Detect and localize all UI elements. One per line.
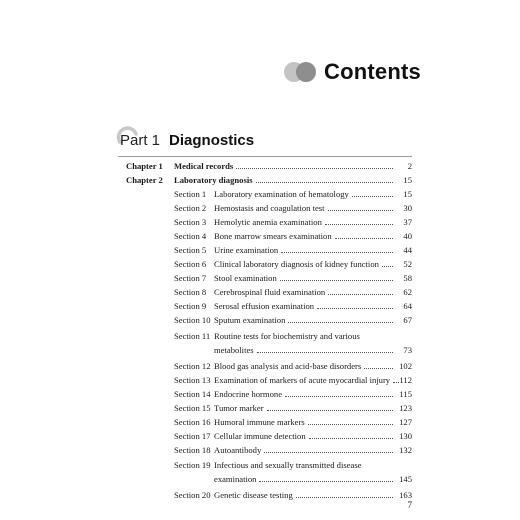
dot-leader xyxy=(285,396,393,397)
part-name: Diagnostics xyxy=(169,131,255,149)
section-label: Section 5 xyxy=(174,245,207,255)
section-title: Clinical laboratory diagnosis of kidney function xyxy=(214,259,379,269)
toc-section-row[interactable] xyxy=(0,285,520,299)
section-label: Section 20 xyxy=(174,490,211,500)
toc-section-row[interactable] xyxy=(0,257,520,271)
page-ref: 123 xyxy=(399,403,412,413)
section-label: Section 16 xyxy=(174,417,211,427)
section-title: Examination of markers of acute myocardial injury xyxy=(214,375,391,385)
dot-leader xyxy=(280,280,393,281)
toc-section-row[interactable] xyxy=(0,271,520,285)
section-label: Section 17 xyxy=(174,431,211,441)
section-label: Section 19 xyxy=(174,460,211,470)
toc-entry xyxy=(214,215,412,229)
dot-leader xyxy=(256,182,393,183)
section-label: Section 3 xyxy=(174,217,207,227)
dot-leader xyxy=(393,382,399,383)
dot-leader xyxy=(236,168,393,169)
section-label: Section 6 xyxy=(174,259,207,269)
section-label: Section 1 xyxy=(174,189,207,199)
section-label: Section 13 xyxy=(174,375,211,385)
toc-section-row[interactable] xyxy=(0,313,520,327)
page-ref: 15 xyxy=(403,175,412,185)
dot-leader xyxy=(317,308,393,309)
section-title-continued: metabolites xyxy=(214,345,254,355)
page-ref: 102 xyxy=(399,361,412,371)
dot-leader xyxy=(296,497,393,498)
toc-entry xyxy=(214,429,412,443)
page-ref: 145 xyxy=(399,474,412,484)
dot-leader xyxy=(328,210,393,211)
chapter-label: Chapter 2 xyxy=(126,175,163,185)
toc-section-row[interactable] xyxy=(0,215,520,229)
page-ref: 30 xyxy=(403,203,412,213)
page-ref: 52 xyxy=(403,259,412,269)
toc-entry xyxy=(214,472,412,486)
part-header xyxy=(118,127,254,153)
toc-section-row[interactable] xyxy=(0,458,520,472)
toc-section-row[interactable] xyxy=(0,387,520,401)
double-circle-icon xyxy=(284,60,320,84)
chapter-title: Medical records xyxy=(174,161,234,171)
chapter-title: Laboratory diagnosis xyxy=(174,175,253,185)
page-ref: 37 xyxy=(403,217,412,227)
toc-entry xyxy=(214,187,412,201)
dot-leader xyxy=(364,368,393,369)
toc-section-row[interactable] xyxy=(0,401,520,415)
section-title: Bone marrow smears examination xyxy=(214,231,332,241)
page-ref: 112 xyxy=(399,375,412,385)
section-label: Section 2 xyxy=(174,203,207,213)
section-label: Section 11 xyxy=(174,331,211,341)
dot-leader xyxy=(352,196,393,197)
section-title: Hemostasis and coagulation test xyxy=(214,203,325,213)
section-title: Cellular immune detection xyxy=(214,431,306,441)
page-ref: 2 xyxy=(407,161,412,171)
toc-entry xyxy=(214,387,412,401)
toc-section-row[interactable] xyxy=(0,373,520,387)
dot-leader xyxy=(308,424,393,425)
dot-leader xyxy=(328,294,393,295)
toc-section-row[interactable] xyxy=(0,443,520,457)
section-title: Stool examination xyxy=(214,273,277,283)
toc-entry xyxy=(214,373,412,387)
toc-entry xyxy=(214,299,412,313)
section-label: Section 4 xyxy=(174,231,207,241)
section-title-continued: examination xyxy=(214,474,257,484)
toc-entry xyxy=(214,313,412,327)
section-title: Tumor marker xyxy=(214,403,264,413)
dot-leader xyxy=(309,438,393,439)
section-title: Blood gas analysis and acid-base disorders xyxy=(214,361,362,371)
section-label: Section 8 xyxy=(174,287,207,297)
toc-entry xyxy=(214,329,412,343)
toc-entry xyxy=(214,415,412,429)
dot-leader xyxy=(382,266,393,267)
dot-leader xyxy=(257,352,393,353)
toc-entry xyxy=(174,173,412,187)
section-title: Infectious and sexually transmitted disease xyxy=(214,460,362,470)
toc-entry xyxy=(174,159,412,173)
section-label: Section 7 xyxy=(174,273,207,283)
section-title: Humoral immune markers xyxy=(214,417,305,427)
toc-section-row[interactable] xyxy=(0,415,520,429)
section-title: Urine examination xyxy=(214,245,279,255)
toc-section-row[interactable] xyxy=(0,299,520,313)
toc-entry xyxy=(214,401,412,415)
toc-section-row[interactable] xyxy=(0,359,520,373)
divider xyxy=(118,156,412,157)
toc-entry xyxy=(214,443,412,457)
toc-section-row[interactable] xyxy=(0,243,520,257)
toc-entry xyxy=(214,243,412,257)
toc-section-row-continued[interactable] xyxy=(0,343,520,357)
toc-section-row[interactable] xyxy=(0,329,520,343)
chapter-label: Chapter 1 xyxy=(126,161,163,171)
toc-section-row-continued[interactable] xyxy=(0,472,520,486)
page-ref: 67 xyxy=(403,315,412,325)
dot-leader xyxy=(259,481,393,482)
section-title: Routine tests for biochemistry and various xyxy=(214,331,360,341)
section-label: Section 14 xyxy=(174,389,211,399)
dot-leader xyxy=(267,410,393,411)
section-label: Section 10 xyxy=(174,315,211,325)
page-ref: 64 xyxy=(403,301,412,311)
section-title: Hemolytic anemia examination xyxy=(214,217,322,227)
page-ref: 15 xyxy=(403,189,412,199)
section-title: Cerebrospinal fluid examination xyxy=(214,287,326,297)
toc-entry xyxy=(214,488,412,502)
page-ref: 115 xyxy=(399,389,412,399)
dot-leader xyxy=(335,238,393,239)
toc-entry xyxy=(214,201,412,215)
page-ref: 132 xyxy=(399,445,412,455)
part-label: Part 1 xyxy=(120,131,161,149)
dark-circle-icon xyxy=(296,62,316,82)
section-title: Laboratory examination of hematology xyxy=(214,189,349,199)
toc-entry xyxy=(214,458,412,472)
page-ref: 130 xyxy=(399,431,412,441)
toc-section-row[interactable] xyxy=(0,187,520,201)
toc-chapter-row[interactable] xyxy=(0,159,520,173)
toc-entry xyxy=(214,229,412,243)
dot-leader xyxy=(288,322,393,323)
section-label: Section 9 xyxy=(174,301,207,311)
toc-entry xyxy=(214,271,412,285)
page-ref: 58 xyxy=(403,273,412,283)
section-title: Genetic disease testing xyxy=(214,490,293,500)
dot-leader xyxy=(281,252,393,253)
page-ref: 40 xyxy=(403,231,412,241)
contents-header xyxy=(284,58,421,86)
dot-leader xyxy=(325,224,393,225)
page-ref: 127 xyxy=(399,417,412,427)
toc-section-row[interactable] xyxy=(0,429,520,443)
toc-chapter-row[interactable] xyxy=(0,173,520,187)
section-title: Autoantibody xyxy=(214,445,262,455)
toc-section-row[interactable] xyxy=(0,229,520,243)
page-ref: 163 xyxy=(399,490,412,500)
section-title: Sputum examination xyxy=(214,315,286,325)
page-ref: 62 xyxy=(403,287,412,297)
toc-entry xyxy=(214,343,412,357)
toc-section-row[interactable] xyxy=(0,201,520,215)
page-number: 7 xyxy=(407,500,412,510)
toc-entry xyxy=(214,359,412,373)
section-title: Endocrine hormone xyxy=(214,389,283,399)
section-label: Section 18 xyxy=(174,445,211,455)
dot-leader xyxy=(264,452,393,453)
section-label: Section 15 xyxy=(174,403,211,413)
section-label: Section 12 xyxy=(174,361,211,371)
toc-section-row[interactable] xyxy=(0,488,520,502)
page-ref: 73 xyxy=(403,345,412,355)
page-ref: 44 xyxy=(403,245,412,255)
section-title: Serosal effusion examination xyxy=(214,301,315,311)
toc-entry xyxy=(214,257,412,271)
page-title: Contents xyxy=(324,59,421,84)
toc-entry xyxy=(214,285,412,299)
